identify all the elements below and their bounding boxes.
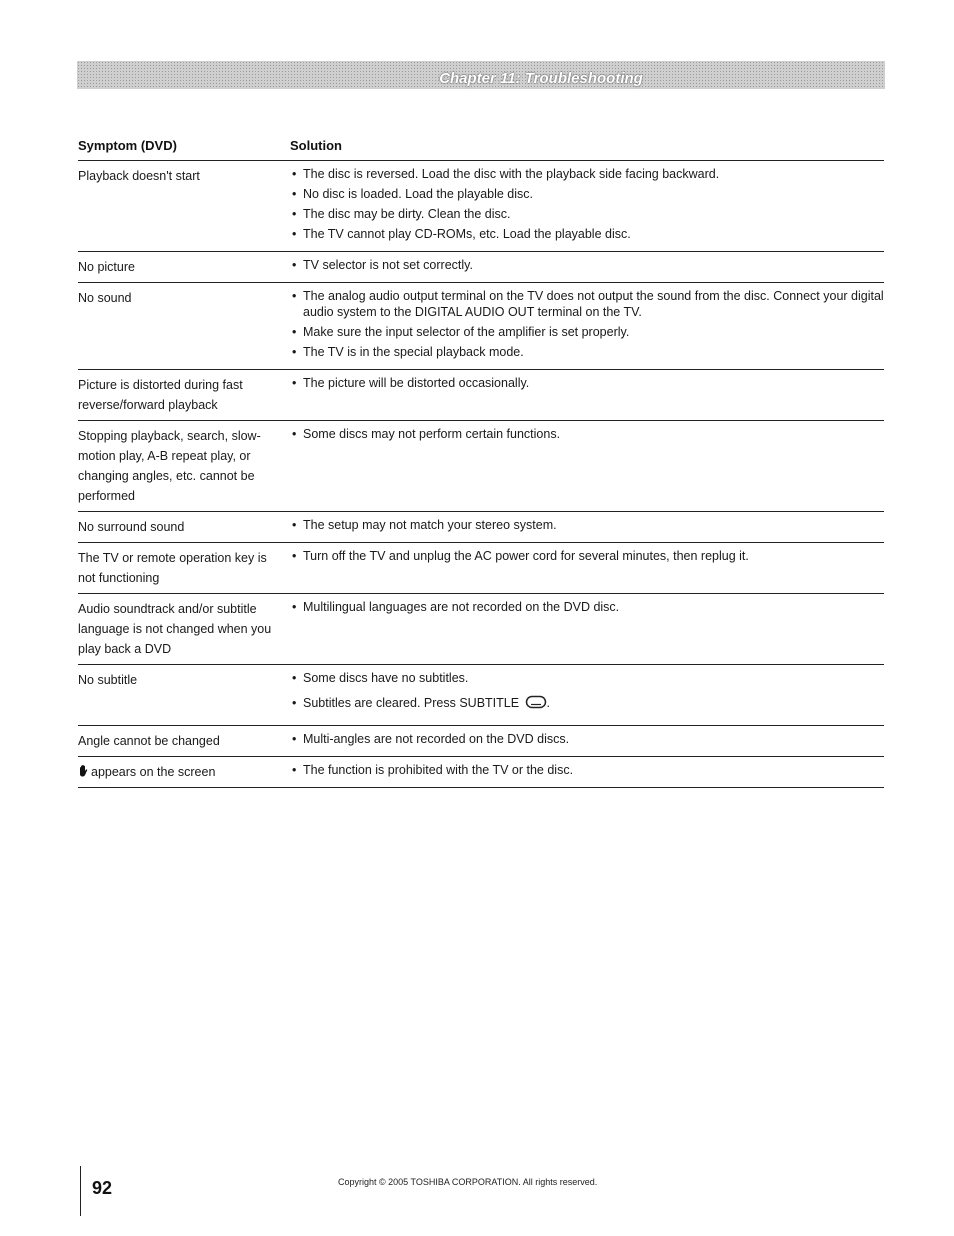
solution-item: • The TV is in the special playback mode. [290,344,884,360]
solution-item [290,695,884,711]
solution-item: • Multilingual languages are not recorded on the DVD disc. [290,599,884,615]
symptom-cell: No sound [78,291,132,305]
solution-item: • Make sure the input selector of the amplifier is set properly. [290,324,884,340]
symptom-column-header: Symptom (DVD) [78,138,177,153]
symptom-cell: No picture [78,260,135,274]
solution-item: • Some discs may not perform certain functions. [290,426,884,442]
solution-cell [290,599,884,659]
copyright-notice: Copyright © 2005 TOSHIBA CORPORATION. All rights reserved. [338,1177,598,1187]
page-number: 92 [92,1178,113,1198]
table-row [78,726,884,757]
solution-item: • The setup may not match your stereo system. [290,517,884,533]
symptom-cell: No subtitle [78,673,138,687]
table-row [78,421,884,512]
solution-cell [290,166,884,246]
solution-cell [290,426,884,506]
solution-cell [290,762,884,782]
table-row [78,757,884,788]
solution-text: Subtitles are cleared. Press SUBTITLE [303,696,520,710]
troubleshooting-table [78,136,884,788]
solution-cell [290,375,884,415]
solution-column-header: Solution [290,138,342,153]
solution-cell [290,731,884,751]
symptom-cell: The TV or remote operation key is not functioning [78,551,267,585]
solution-item: • The picture will be distorted occasionally. [290,375,884,391]
symptom-cell: Angle cannot be changed [78,734,220,748]
solution-item: • The disc may be dirty. Clean the disc. [290,206,884,222]
table-row [78,543,884,594]
solution-item: • The function is prohibited with the TV or the disc. [290,762,884,778]
solution-item: • Some discs have no subtitles. [290,670,884,686]
solution-item: • Turn off the TV and unplug the AC power cord for several minutes, then replug it. [290,548,884,564]
solution-item: • The disc is reversed. Load the disc with the playback side facing backward. [290,166,884,182]
solution-cell [290,517,884,537]
chapter-header-bar [77,61,885,89]
table-row [78,665,884,726]
chapter-title: Chapter 11: Troubleshooting [439,70,643,87]
table-header [78,136,884,161]
solution-trailing-period: . [546,696,551,710]
solution-item: • The TV cannot play CD-ROMs, etc. Load the playable disc. [290,226,884,242]
table-row [78,370,884,421]
solution-cell [290,288,884,364]
solution-item: • No disc is loaded. Load the playable disc. [290,186,884,202]
table-row [78,512,884,543]
solution-item: • Multi-angles are not recorded on the DVD discs. [290,731,884,747]
solution-cell [290,548,884,588]
solution-cell [290,257,884,277]
prohibited-hand-icon [78,765,88,777]
solution-cell [290,670,884,720]
symptom-cell [78,762,290,782]
subtitle-button-icon [525,695,547,709]
symptom-text: appears on the screen [91,765,216,779]
symptom-cell: Audio soundtrack and/or subtitle language is not changed when you play back a DVD [78,602,272,656]
table-row [78,283,884,370]
solution-item: • The analog audio output terminal on the TV does not output the sound from the disc. Connect your digital audio system to the DIGITAL AUDIO OUT terminal on the TV. [290,288,884,320]
symptom-cell: Stopping playback, search, slow-motion play, A-B repeat play, or changing angles, etc. cannot be performed [78,429,261,503]
table-row [78,252,884,283]
solution-item: • TV selector is not set correctly. [290,257,884,273]
symptom-cell: Picture is distorted during fast reverse/forward playback [78,378,243,412]
footer-divider [80,1166,81,1216]
symptom-cell: Playback doesn't start [78,169,200,183]
table-row [78,161,884,252]
symptom-cell: No surround sound [78,520,185,534]
table-row [78,594,884,665]
